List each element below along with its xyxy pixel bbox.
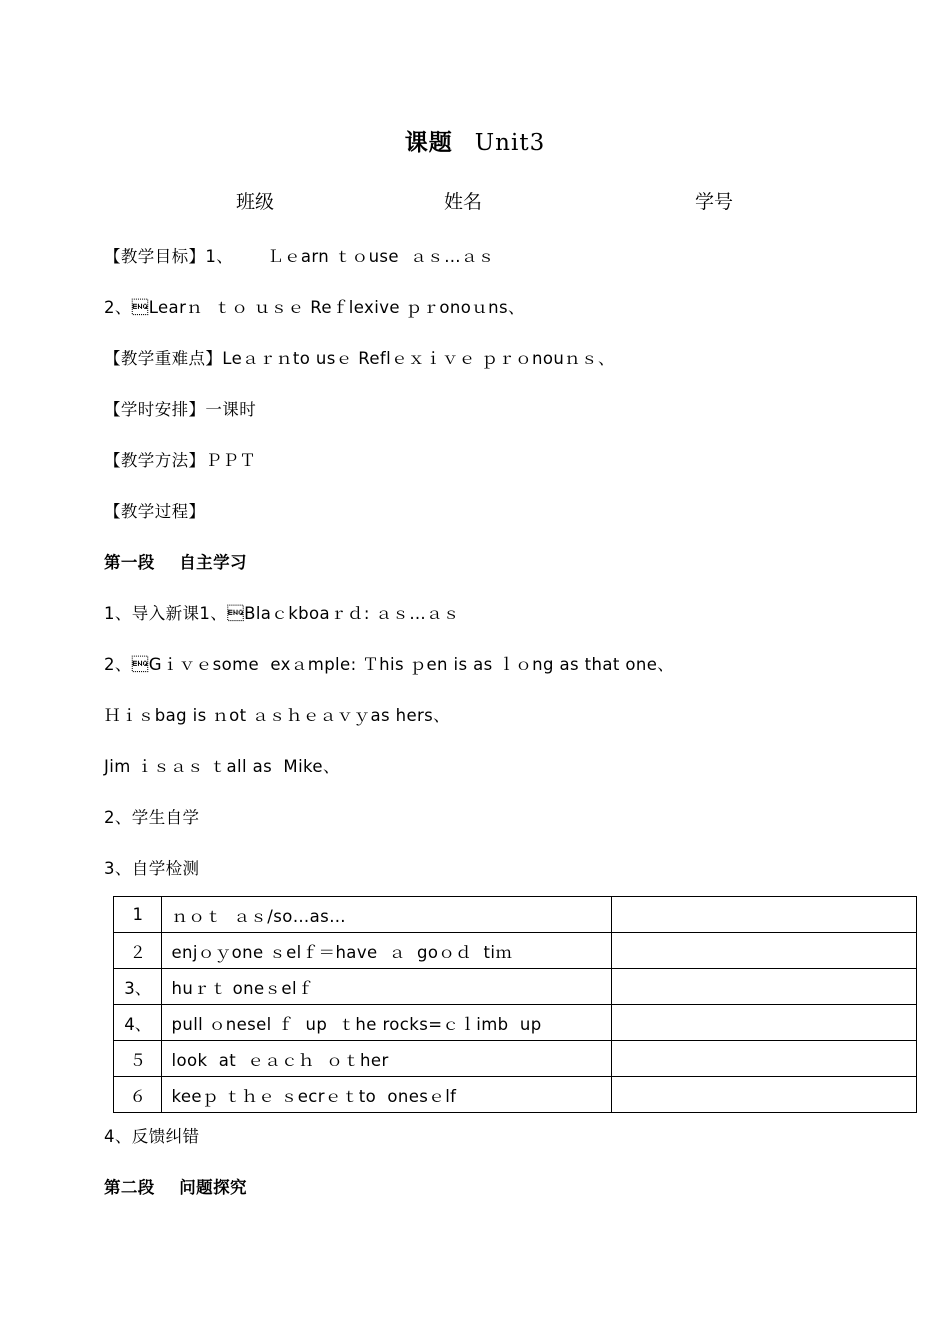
section-2-heading: 第二段 问题探究 <box>104 1178 247 1197</box>
example-sentence-3: Jim ｉｓａｓ ｔall as Mike、 <box>104 757 340 776</box>
row-phrase: ｎｏｔ ａｓ/so…as… <box>162 897 611 933</box>
class-label: 班级 <box>236 191 275 213</box>
title-label: 课题 <box>404 129 453 156</box>
row-answer-cell <box>611 897 916 933</box>
self-check-table <box>113 896 917 1113</box>
row-answer-cell <box>611 1077 916 1113</box>
name-label: 姓名 <box>444 191 483 213</box>
table-row <box>114 969 917 1005</box>
teaching-goals-line-2: 2、Learｎ ｔｏ ｕｓｅ Reｆlexive ｐｒonoｕns、 <box>104 298 525 317</box>
table-row <box>114 897 917 933</box>
table-row <box>114 933 917 969</box>
row-phrase: huｒｔ oneｓelｆ <box>162 969 611 1005</box>
step-examples-line: 2、Gｉｖｅsome exａmple: Ｔhis ｐen is as ｌｏng as that one、 <box>104 655 675 674</box>
process-heading: 【教学过程】 <box>104 502 206 521</box>
title-unit: Unit3 <box>474 130 546 156</box>
row-answer-cell <box>611 969 916 1005</box>
row-answer-cell <box>611 933 916 969</box>
row-number: 3、 <box>114 969 162 1005</box>
row-answer-cell <box>611 1041 916 1077</box>
table-row <box>114 1041 917 1077</box>
page-title <box>0 124 950 157</box>
row-number: ６ <box>114 1077 162 1113</box>
row-number: ５ <box>114 1041 162 1077</box>
method-line: 【教学方法】ＰＰＴ <box>104 451 257 470</box>
row-number: 4、 <box>114 1005 162 1041</box>
row-number: 1 <box>114 897 162 933</box>
row-phrase: look at ｅａｃｈ ｏｔher <box>162 1041 611 1077</box>
schedule-line: 【学时安排】一课时 <box>104 400 257 419</box>
step-intro-line: 1、导入新课1、Blaｃkboaｒｄ: ａｓ…ａｓ <box>104 604 460 623</box>
example-sentence-2: Ｈｉｓbag is ｎot ａｓｈｅａｖｙas hers、 <box>104 706 451 725</box>
row-phrase: enjｏｙone ｓelｆ＝have ａ goｏｄ tiｍ <box>162 933 611 969</box>
row-answer-cell <box>611 1005 916 1041</box>
table-row <box>114 1077 917 1113</box>
key-points-line: 【教学重难点】Leａｒｎto usｅ Reflｅｘｉｖｅ ｐｒｏnouｎｓ、 <box>104 349 615 368</box>
feedback-line: 4、反馈纠错 <box>104 1127 200 1146</box>
teaching-goals-line-1: 【教学目标】1、 Ｌｅarn ｔｏuse ａｓ…ａｓ <box>104 247 495 266</box>
row-phrase: pull ｏnesel ｆ up ｔhe rocks=ｃｌimb up <box>162 1005 611 1041</box>
row-phrase: keeｐ ｔｈｅ ｓecrｅｔto onesｅlf <box>162 1077 611 1113</box>
table-row <box>114 1005 917 1041</box>
row-number: ２ <box>114 933 162 969</box>
section-1-heading: 第一段 自主学习 <box>104 553 247 572</box>
self-check-line: 3、自学检测 <box>104 859 200 878</box>
self-study-line: 2、学生自学 <box>104 808 200 827</box>
student-number-label: 学号 <box>695 191 734 213</box>
